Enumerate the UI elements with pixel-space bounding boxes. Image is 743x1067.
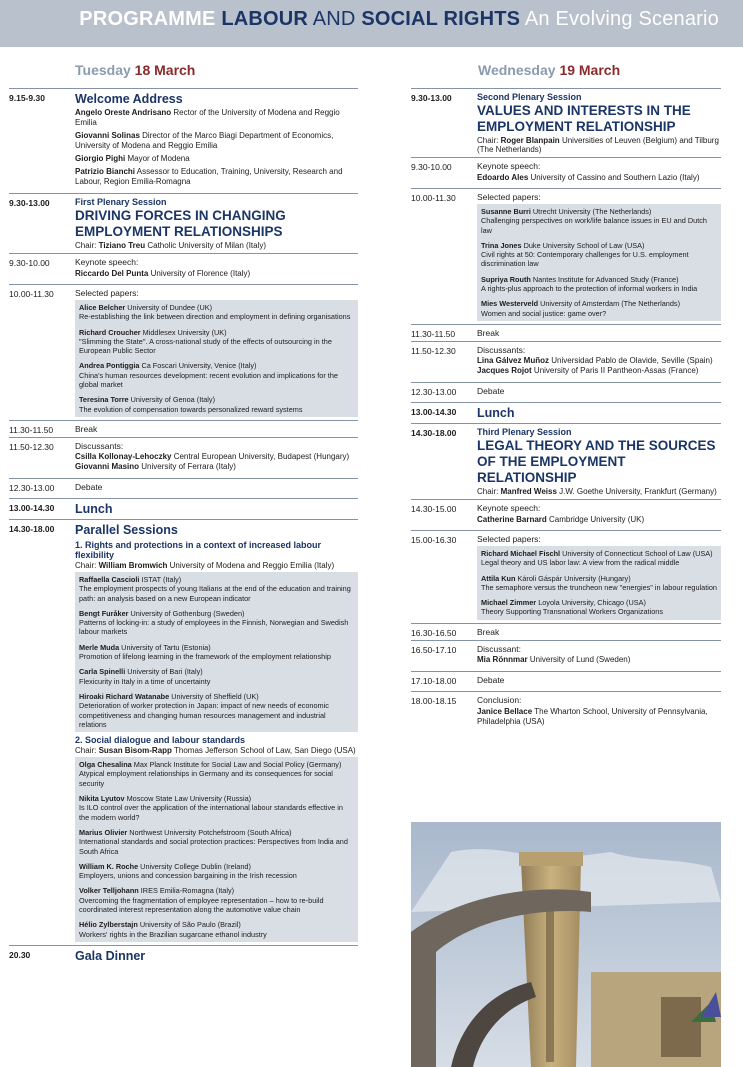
- slot-keynote: [9, 253, 358, 284]
- cnt: [477, 641, 721, 671]
- cnt: [477, 500, 721, 530]
- text-wed-papers2-items-2-name: Michael Zimmer: [481, 598, 537, 608]
- papers-list: [477, 204, 721, 321]
- text-tue-disc-people-1-desc: University of Ferrara (Italy): [141, 461, 236, 471]
- tower-photo: [411, 822, 721, 1067]
- papers-list: [477, 546, 721, 620]
- title-social-rights: SOCIAL RIGHTS: [361, 8, 521, 30]
- text-tue-papers-items-1-name: Richard Croucher: [79, 327, 141, 337]
- cnt: [477, 403, 721, 423]
- text-tue-parallel-s2-items-4-title: Overcoming the fragmentation of employee representation – how to re-build coordinated interest representation along the automotive value chain: [79, 895, 324, 914]
- text-wed-plen2-chair_label: Chair:: [477, 136, 499, 145]
- text-wed-keynote2-time: 14.30-15.00: [411, 503, 457, 514]
- text-tue-parallel-s2-items-2-aff: Northwest University Potchefstroom (South Africa): [129, 827, 292, 837]
- paper-item: [79, 862, 354, 881]
- slot-keynote: [411, 157, 721, 188]
- text-tue-parallel-s1-items-3-aff: University of Bari (Italy): [127, 667, 203, 677]
- paper-item: [79, 692, 354, 729]
- text-tue-parallel-s2-items-0-name: Olga Chesalina: [79, 760, 132, 770]
- text-tue-disc-people-0-name: Csilla Kollonay-Lehoczky: [75, 451, 172, 461]
- text-wed-keynote-name: Edoardo Ales: [477, 173, 529, 182]
- text-tue-parallel-s1-items-1-name: Bengt Furåker: [79, 608, 129, 618]
- text-wed-papers2-items-0-aff: University of Connecticut School of Law (USA): [562, 548, 713, 558]
- text-wed-lunch-label: Lunch: [477, 405, 515, 420]
- cnt: [75, 421, 358, 437]
- text-wed-papers2-items-1-aff: Károli Gáspár University (Hungary): [517, 573, 631, 583]
- text-wed-day_date: 19 March: [559, 62, 621, 78]
- text-wed-disc2-label: Discussant:: [477, 643, 521, 654]
- paper-item: [481, 598, 717, 617]
- paper-item: [79, 920, 354, 939]
- text-tue-papers-items-0-aff: University of Dundee (UK): [127, 303, 213, 312]
- paper-item: [79, 760, 354, 788]
- text-tue-parallel-s1-items-4-aff: University of Sheffield (UK): [171, 691, 259, 701]
- text-tue-disc-people-1-name: Giovanni Masino: [75, 461, 140, 471]
- cnt: [75, 479, 358, 498]
- text-tue-lunch-label: Lunch: [75, 501, 113, 516]
- text-wed-papers2-items-1-title: The semaphore versus the truncheon new "energies" in labour regulation: [481, 582, 717, 592]
- text-wed-keynote2-desc: Cambridge University (UK): [549, 514, 645, 524]
- text-wed-lunch-time: 13.00-14.30: [411, 406, 457, 417]
- parallel-2-papers: [75, 757, 358, 942]
- text-wed-concl-desc: The Wharton School, University of Pennsylvania, Philadelphia (USA): [477, 706, 708, 726]
- slot-lunch: [9, 498, 358, 519]
- text-wed-papers-items-3-name: Mies Westerveld: [481, 299, 539, 309]
- wednesday-schedule: [411, 88, 721, 733]
- text-tue-parallel-s2-items-1-name: Nikita Lyutov: [79, 794, 125, 804]
- text-wed-papers-items-1-title: Civil rights at 50: Contemporary challenges for U.S. employment discrimination law: [481, 250, 689, 269]
- text-tue-parallel-s2-items-3-title: Employers, unions and concession bargaining in the Irish recession: [79, 871, 297, 881]
- text-tue-welcome-people-2-name: Giorgio Pighi: [75, 154, 126, 163]
- text-wed-debate2-time: 17.10-18.00: [411, 675, 457, 686]
- text-tue-parallel-s1-items-3-title: Flexicurity in Italy in a time of uncertainty: [79, 676, 211, 686]
- text-wed-papers-items-0-name: Susanne Burri: [481, 207, 531, 216]
- text-tue-keynote-desc: University of Florence (Italy): [150, 269, 251, 278]
- text-tue-parallel-s1-items-1-title: Patterns of locking-in: a study of employees in the Finnish, Norwegian and Swedish labour markets: [79, 618, 349, 637]
- text-tue-parallel-s2-chair_desc: Thomas Jefferson School of Law, San Diego (USA): [174, 746, 356, 756]
- text-wed-debate2-label: Debate: [477, 674, 505, 685]
- chair: [477, 487, 721, 496]
- text-tue-papers-items-1-aff: Middlesex University (UK): [142, 327, 227, 337]
- text-tue-papers-items-1-title: "Slimming the State". A cross-national study of the effects of outsourcing in the European Public Sector: [79, 336, 332, 356]
- text-wed-papers2-items-0-name: Richard Michael Fischl: [481, 548, 561, 558]
- text-tue-lunch-time: 13.00-14.30: [9, 502, 55, 513]
- text-wed-papers2-items-2-title: Theory Supporting Transnational Workers Organizations: [481, 607, 663, 617]
- text-wed-keynote2-label: Keynote speech:: [477, 502, 541, 513]
- text-tue-parallel-s1-chair_label: Chair:: [75, 560, 97, 570]
- text-tue-papers-items-3-title: The evolution of compensation towards personalized reward systems: [79, 404, 303, 414]
- text-tue-gala-time: 20.30: [9, 949, 31, 960]
- slot-debate: [9, 478, 358, 498]
- text-tue-parallel-s2-items-1-title: Is ILO control over the application of the international labour standards effective in the modern world?: [79, 803, 343, 822]
- text-tue-papers-items-3-name: Teresina Torre: [79, 395, 129, 405]
- chair: [477, 136, 721, 154]
- text-tue-plen1-chair_desc: Catholic University of Milan (Italy): [147, 241, 267, 250]
- slot-time: 9.15-9.30: [9, 93, 45, 103]
- text-tue-parallel-s2-items-2-name: Marius Olivier: [79, 827, 128, 837]
- text-wed-concl-time: 18.00-18.15: [411, 695, 457, 706]
- tuesday-schedule: [9, 88, 358, 966]
- text-wed-plen3-time: 14.30-18.00: [411, 427, 457, 438]
- text-tue-parallel-s2-items-4-aff: IRES Emilia-Romagna (Italy): [140, 886, 235, 896]
- text-wed-break2-label: Break: [477, 626, 500, 637]
- text-wed-papers-items-2-title: A rights-plus approach to the protection of informal workers in India: [481, 284, 698, 294]
- text-wed-disc-people-1-name: Jacques Rojot: [477, 365, 532, 375]
- cnt: [477, 424, 721, 499]
- text-wed-break1-label: Break: [477, 327, 500, 338]
- text-tue-parallel-s1-items-2-name: Merle Muda: [79, 642, 120, 652]
- slot-plenary-2: [411, 88, 721, 157]
- slot-discussants: [411, 341, 721, 382]
- cnt: [75, 89, 358, 193]
- title-subtitle: An Evolving Scenario: [524, 8, 719, 30]
- text-tue-parallel-s1-items-2-aff: University of Tartu (Estonia): [121, 642, 211, 652]
- text-wed-keynote2-name: Catherine Barnard: [477, 514, 547, 524]
- text-tue-day_name: Tuesday: [75, 62, 131, 78]
- text-tue-parallel-label: Parallel Sessions: [75, 522, 178, 537]
- text-tue-keynote-time: 9.30-10.00: [9, 258, 50, 268]
- cnt: [477, 624, 721, 640]
- p: [75, 131, 358, 151]
- text-wed-papers-label: Selected papers:: [477, 192, 541, 202]
- chair: [75, 241, 358, 250]
- text-wed-papers-items-3-title: Women and social justice: game over?: [481, 308, 607, 318]
- p: [75, 167, 358, 187]
- text-tue-papers-items-0-title: Re-establishing the link between direction and employment in defining organisations: [79, 312, 351, 322]
- text-wed-concl-name: Janice Bellace: [477, 706, 533, 716]
- text-wed-disc-label: Discussants:: [477, 344, 526, 355]
- cnt: [477, 342, 721, 382]
- text-tue-parallel-s2-items-5-title: Workers' rights in the Brazilian sugarcane ethanol industry: [79, 929, 267, 939]
- slot-debate-2: [411, 671, 721, 691]
- text-tue-papers-time: 10.00-11.30: [9, 289, 54, 299]
- slot-keynote-2: [411, 499, 721, 530]
- text-tue-parallel-time: 14.30-18.00: [9, 523, 55, 534]
- text-tue-parallel-s2-chair_label: Chair:: [75, 746, 97, 756]
- text-wed-debate-time: 12.30-13.00: [411, 386, 457, 397]
- text-tue-parallel-s2-items-4-name: Volker Telljohann: [79, 886, 139, 896]
- p: [75, 108, 358, 128]
- slot-title: Welcome Address: [75, 92, 183, 106]
- p: [75, 462, 358, 472]
- text-wed-plen3-chair_name: Manfred Weiss: [500, 486, 557, 496]
- text-wed-break2-time: 16.30-16.50: [411, 627, 457, 638]
- p: [75, 154, 358, 164]
- text-wed-plen3-chair_desc: J.W. Goethe University, Frankfurt (Germany): [559, 486, 717, 496]
- text-wed-keynote-time: 9.30-10.00: [411, 162, 452, 172]
- text-tue-welcome-people-3-desc: Assessor to Education, Training, University, Research and Labour, Region Emilia-Romagna: [75, 167, 343, 186]
- paper-item: [481, 574, 717, 593]
- text-tue-welcome-people-1-desc: Director of the Marco Biagi Department of Economics, University of Modena and Reggio Emilia: [75, 131, 334, 150]
- text-tue-keynote-label: Keynote speech:: [75, 257, 139, 267]
- cnt: [477, 189, 721, 324]
- slot-plenary-1: [9, 193, 358, 253]
- text-wed-disc-time: 11.50-12.30: [411, 345, 456, 356]
- session-title: DRIVING FORCES IN CHANGING EMPLOYMENT RELATIONSHIPS: [75, 208, 286, 239]
- text-wed-plen2-chair_desc: Universities of Leuven (Belgium) and Tilburg (The Netherlands): [477, 136, 719, 154]
- text-wed-papers2-label: Selected papers:: [477, 533, 541, 544]
- text-tue-plen1-chair_name: Tiziano Treu: [98, 241, 146, 250]
- slot-break: [9, 420, 358, 437]
- text-wed-papers-items-0-title: Challenging perspectives on work/life balance issues in EU and Dutch law: [481, 216, 707, 235]
- cnt: [477, 325, 721, 341]
- session-label: First Plenary Session: [75, 197, 167, 207]
- paper-item: [79, 328, 354, 356]
- text-tue-parallel-s2-chair_name: Susan Bisom-Rapp: [98, 746, 172, 756]
- paper-item: [79, 303, 354, 322]
- text-wed-concl-label: Conclusion:: [477, 694, 522, 705]
- text-wed-papers-items-2-name: Supriya Routh: [481, 274, 531, 284]
- text-wed-disc2-time: 16.50-17.10: [411, 644, 457, 655]
- text-wed-debate-label: Debate: [477, 385, 505, 396]
- text-wed-disc-people-0-desc: Universidad Pablo de Olavide, Seville (Spain): [551, 355, 713, 365]
- cnt: [75, 946, 358, 966]
- text-wed-day_name: Wednesday: [478, 62, 556, 78]
- cnt: [75, 520, 358, 945]
- text-tue-debate-time: 12.30-13.00: [9, 482, 55, 493]
- day-title-tuesday: [75, 62, 195, 78]
- text-wed-plen3-title: LEGAL THEORY AND THE SOURCES OF THE EMPLOYMENT RELATIONSHIP: [477, 437, 716, 485]
- text-tue-papers-items-3-aff: University of Genoa (Italy): [130, 395, 216, 405]
- p: [477, 366, 721, 376]
- text-wed-plen3-session: Third Plenary Session: [477, 426, 572, 437]
- slot-debate: [411, 382, 721, 402]
- text-tue-papers-items-2-name: Andrea Pontiggia: [79, 361, 140, 371]
- text-wed-plen3-chair_label: Chair:: [477, 486, 499, 496]
- text-tue-parallel-s2-items-0-title: Atypical employment relationships in Germany and its consequences for social security: [79, 769, 333, 788]
- text-wed-keynote-desc: University of Cassino and Southern Lazio (Italy): [530, 173, 700, 182]
- paper-item: [481, 241, 717, 269]
- slot-discussants: [9, 437, 358, 478]
- slot-papers-2: [411, 530, 721, 623]
- slot-papers: [411, 188, 721, 324]
- paper-item: [481, 299, 717, 318]
- slot-break: [411, 324, 721, 341]
- p: [477, 707, 721, 727]
- p: [477, 655, 721, 665]
- chair: [75, 746, 358, 755]
- text-tue-disc-people-0-desc: Central European University, Budapest (Hungary): [173, 451, 350, 461]
- text-tue-parallel-s2-items-1-aff: Moscow State Law University (Russia): [126, 794, 252, 804]
- text-tue-parallel-s1-items-4-name: Hiroaki Richard Watanabe: [79, 691, 170, 701]
- text-tue-parallel-s1-items-4-title: Deterioration of worker protection in Japan: impact of new needs of economic competitiveness and changing human resources management and industrial relations: [79, 701, 329, 729]
- text-tue-parallel-s1-chair_desc: University of Modena and Reggio Emilia (Italy): [169, 560, 335, 570]
- text-wed-disc2-desc: University of Lund (Sweden): [529, 654, 631, 664]
- text-wed-papers-items-1-aff: Duke University School of Law (USA): [523, 240, 645, 250]
- text-wed-papers-items-3-aff: University of Amsterdam (The Netherlands): [540, 299, 680, 309]
- text-tue-welcome-people-0-name: Angelo Oreste Andrisano: [75, 108, 172, 117]
- text-wed-keynote-label: Keynote speech:: [477, 161, 541, 171]
- text-tue-papers-items-0-name: Alice Belcher: [79, 303, 126, 312]
- text-tue-disc-label: Discussants:: [75, 440, 124, 451]
- text-wed-papers2-items-1-name: Attila Kun: [481, 573, 516, 583]
- text-tue-parallel-s2-items-5-name: Hélio Zylberstajn: [79, 920, 138, 930]
- text-tue-parallel-s2-items-5-aff: University of São Paulo (Brazil): [139, 920, 241, 930]
- text-tue-parallel-s1-items-0-name: Raffaella Cascioli: [79, 574, 140, 584]
- text-tue-parallel-s1-items-2-title: Promotion of lifelong learning in the framework of the employment relationship: [79, 652, 331, 662]
- title-and: AND: [312, 8, 356, 30]
- paper-item: [79, 609, 354, 637]
- text-tue-plen1-chair_label: Chair:: [75, 241, 97, 250]
- p: [75, 269, 358, 279]
- slot-lunch: [411, 402, 721, 423]
- text-wed-papers-items-1-name: Trina Jones: [481, 240, 522, 250]
- slot-plenary-3: [411, 423, 721, 499]
- cnt: [75, 438, 358, 478]
- text-tue-gala-label: Gala Dinner: [75, 948, 146, 963]
- parallel-session-2-title: 2. Social dialogue and labour standards: [75, 735, 246, 746]
- text-tue-welcome-people-1-name: Giovanni Solinas: [75, 131, 140, 140]
- papers-list: [75, 300, 358, 417]
- paper-item: [481, 207, 717, 235]
- cnt: [75, 254, 358, 284]
- text-wed-papers-items-2-aff: Nantes Institute for Advanced Study (France): [532, 274, 679, 284]
- text-wed-plen2-chair_name: Roger Blanpain: [500, 136, 560, 145]
- p: [75, 452, 358, 462]
- cnt: [477, 89, 721, 157]
- title-programme: PROGRAMME: [79, 8, 216, 30]
- text-wed-plen2-time: 9.30-13.00: [411, 93, 452, 103]
- text-tue-break1-time: 11.30-11.50: [9, 424, 54, 435]
- text-tue-parallel-s1-items-0-title: The employment prospects of young Italians at the end of the education and training path: an analysis based on a new European indicator: [79, 584, 351, 603]
- text-tue-parallel-s1-items-0-aff: ISTAT (Italy): [141, 574, 182, 584]
- programme-title: [79, 8, 719, 31]
- text-wed-disc-people-1-desc: University of Paris II Pantheon-Assas (France): [533, 365, 699, 375]
- text-wed-papers2-items-2-aff: Loyola University, Chicago (USA): [538, 598, 646, 608]
- header-banner: [0, 0, 743, 47]
- cnt: [477, 158, 721, 188]
- paper-item: [79, 828, 354, 856]
- paper-item: [79, 886, 354, 914]
- text-tue-parallel-s1-items-3-name: Carla Spinelli: [79, 667, 126, 677]
- p: [477, 515, 721, 525]
- text-tue-keynote-name: Riccardo Del Punta: [75, 269, 149, 278]
- slot-discussant: [411, 640, 721, 671]
- text-wed-plen2-session: Second Plenary Session: [477, 92, 582, 102]
- cnt: [477, 672, 721, 691]
- title-labour: LABOUR: [221, 8, 309, 30]
- cnt: [75, 285, 358, 420]
- text-wed-papers2-items-0-title: Legal theory and US labor law: A view from the radical middle: [481, 558, 680, 568]
- text-wed-disc2-name: Mia Rönnmar: [477, 654, 528, 664]
- text-wed-disc-people-0-name: Lina Gálvez Muñoz: [477, 355, 550, 365]
- text-tue-parallel-s1-items-1-aff: University of Gothenburg (Sweden): [130, 608, 245, 618]
- paper-item: [79, 361, 354, 389]
- p: [477, 173, 721, 183]
- cnt: [477, 383, 721, 402]
- cnt: [477, 531, 721, 623]
- parallel-1-papers: [75, 572, 358, 732]
- text-tue-disc-time: 11.50-12.30: [9, 441, 54, 452]
- text-wed-break1-time: 11.30-11.50: [411, 328, 456, 339]
- slot-parallel: [9, 519, 358, 945]
- parallel-session-1-title: 1. Rights and protections in a context of increased labour flexibility: [75, 539, 322, 560]
- text-tue-parallel-s2-items-0-aff: Max Planck Institute for Social Law and Social Policy (Germany): [133, 760, 342, 770]
- text-wed-papers2-time: 15.00-16.30: [411, 534, 457, 545]
- text-tue-plen1-time: 9.30-13.00: [9, 198, 50, 208]
- text-wed-plen2-title: VALUES AND INTERESTS IN THE EMPLOYMENT RELATIONSHIP: [477, 103, 691, 134]
- cnt: [477, 692, 721, 733]
- text-tue-papers-items-2-title: China's human resources development: recent evolution and implications for the global market: [79, 370, 338, 390]
- slot-gala: [9, 945, 358, 966]
- paper-item: [79, 667, 354, 686]
- chair: [75, 561, 358, 570]
- slot-conclusion: [411, 691, 721, 733]
- paper-item: [79, 395, 354, 414]
- text-tue-day_date: 18 March: [134, 62, 196, 78]
- text-tue-parallel-s1-chair_name: William Bromwich: [98, 560, 168, 570]
- text-tue-papers-items-2-aff: Ca Foscari University, Venice (Italy): [141, 361, 257, 371]
- p: [477, 356, 721, 366]
- text-tue-debate-label: Debate: [75, 481, 103, 492]
- text-tue-papers-label: Selected papers:: [75, 288, 139, 298]
- text-tue-welcome-people-2-desc: Mayor of Modena: [127, 154, 190, 163]
- paper-item: [79, 643, 354, 662]
- text-wed-papers-items-0-aff: Utrecht University (The Netherlands): [532, 207, 652, 216]
- paper-item: [79, 794, 354, 822]
- text-wed-papers-time: 10.00-11.30: [411, 193, 456, 203]
- paper-item: [79, 575, 354, 603]
- cnt: [75, 499, 358, 519]
- text-tue-welcome-people-3-name: Patrizio Bianchi: [75, 167, 136, 176]
- text-tue-parallel-s2-items-3-aff: University College Dublin (Ireland): [140, 861, 251, 871]
- text-tue-break1-label: Break: [75, 423, 98, 434]
- paper-item: [481, 275, 717, 294]
- day-title-wednesday: [478, 62, 620, 78]
- text-tue-welcome-people-0-desc: Rector of the University of Modena and Reggio Emilia: [75, 108, 340, 127]
- slot-break-2: [411, 623, 721, 640]
- cnt: [75, 194, 358, 253]
- slot-welcome: [9, 88, 358, 193]
- slot-papers: [9, 284, 358, 420]
- paper-item: [481, 549, 717, 568]
- text-tue-parallel-s2-items-3-name: William K. Roche: [79, 861, 139, 871]
- text-tue-parallel-s2-items-2-title: International standards and social protection practices: Perspectives from India and South Africa: [79, 837, 348, 856]
